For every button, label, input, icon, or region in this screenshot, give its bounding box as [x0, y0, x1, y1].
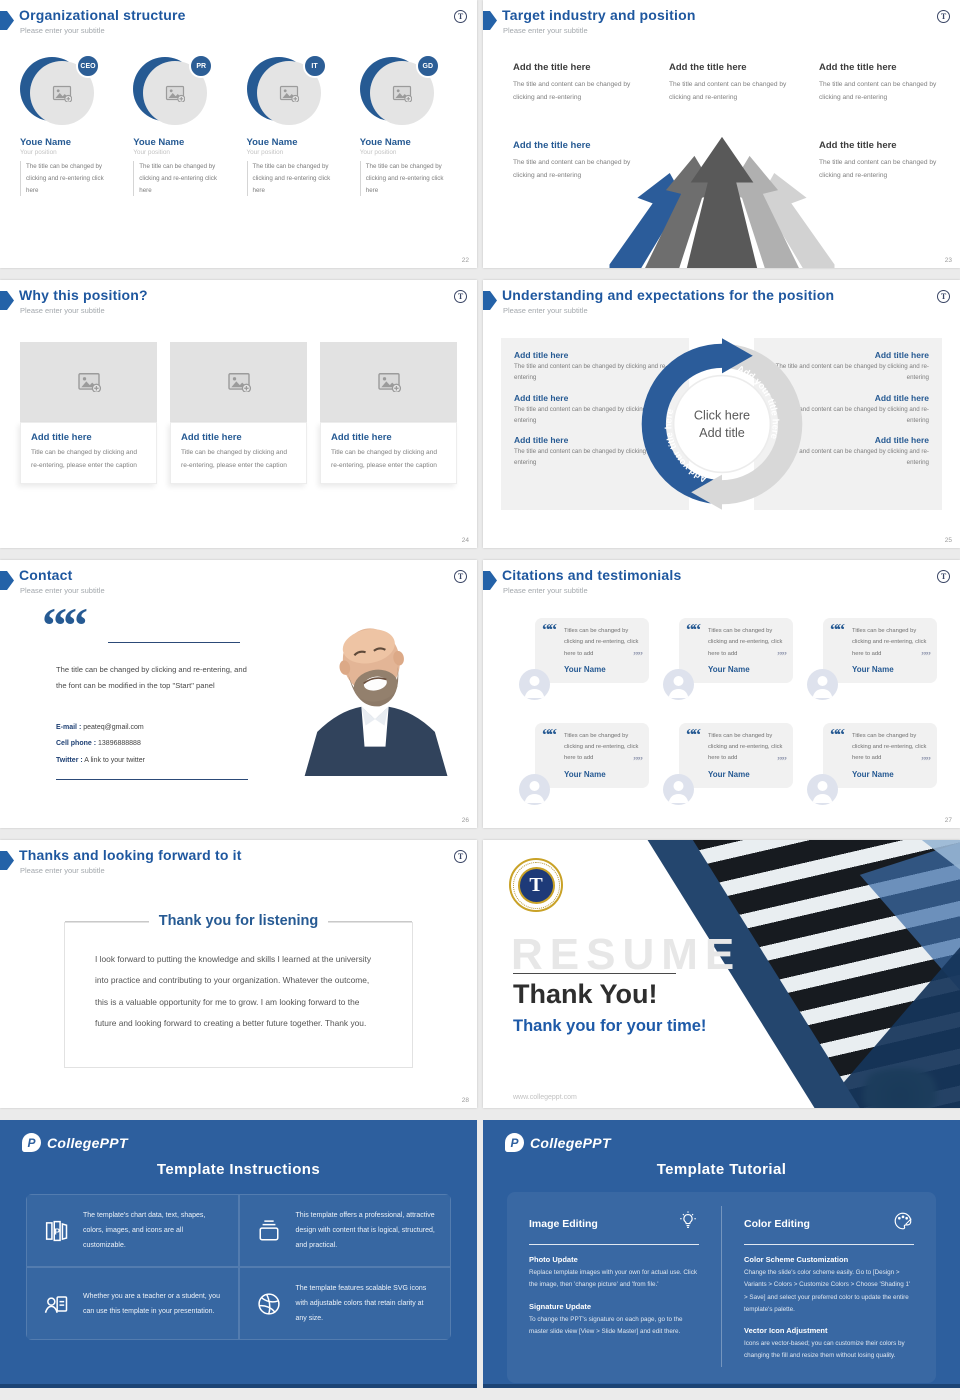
item-title: Add title here: [514, 435, 569, 446]
avatar: [663, 669, 694, 700]
converging-arrows-graphic: [609, 135, 834, 268]
template-logo-letter: T: [457, 292, 464, 301]
template-logo-letter: T: [457, 572, 464, 581]
template-logo-letter: T: [457, 12, 464, 21]
item-body: The title and content can be changed by clicking and re-entering: [514, 448, 668, 467]
person-icon: [519, 774, 550, 805]
tutorial-item: [529, 1255, 699, 1292]
template-logo-icon: [454, 290, 467, 303]
contact-phone: [56, 736, 145, 752]
member-description: The title can be changed by clicking and re-entering click here: [20, 161, 115, 196]
testimonial-name: Your Name: [852, 664, 894, 674]
template-logo-letter: T: [940, 12, 947, 21]
image-placeholder-icon: [279, 85, 299, 102]
testimonial-text: Titles can be changed by clicking and re-entering, click here to add: [564, 732, 639, 762]
instruction-text: This template offers a professional, attractive design with content that is logical, structured, and practical.: [295, 1212, 435, 1250]
target-block: [819, 140, 947, 182]
item-text: Icons are vector-based; you can customize their colors by changing the fill and resize them without losing quality.: [744, 1340, 905, 1360]
role-badge: PR: [189, 54, 213, 78]
contact-twitter: [56, 753, 145, 769]
card-caption: [170, 422, 307, 484]
member-photo-disc: [247, 54, 327, 128]
brochure-icon: [41, 1217, 71, 1245]
item-text: Replace template images with your own for actual use. Click the image, then 'change picture' and 'from file.': [529, 1269, 697, 1289]
slide-subtitle: Please enter your subtitle: [20, 306, 105, 315]
item-heading: Color Scheme Customization: [744, 1255, 849, 1264]
heading-line-right: [328, 921, 412, 922]
email-label: E-mail :: [56, 724, 82, 731]
instructions-grid: [26, 1194, 451, 1340]
card-body: Title can be changed by clicking and re-entering, please enter the caption: [31, 449, 138, 469]
testimonial-card: [535, 618, 649, 683]
title-chevron-icon: [483, 11, 497, 30]
person-icon: [519, 669, 550, 700]
cycle-diagram: [634, 336, 810, 512]
card-caption: [20, 422, 157, 484]
testimonial-text: Titles can be changed by clicking and re-entering, click here to add: [852, 732, 927, 762]
svg-text:P: P: [54, 1227, 60, 1237]
org-member: [247, 54, 350, 196]
testimonial-card: [535, 723, 649, 788]
slide-thanks: [0, 840, 477, 1108]
card-body: Title can be changed by clicking and re-entering, please enter the caption: [181, 449, 288, 469]
thanks-heading-row: [65, 913, 412, 929]
testimonial-card: [823, 723, 937, 788]
slide-title: Why this position?: [19, 287, 148, 303]
block-body: The title and content can be changed by clicking and re-entering: [819, 81, 937, 102]
testimonial-name: Your Name: [564, 664, 606, 674]
image-placeholder-icon: [377, 372, 401, 392]
instruction-text: The template features scalable SVG icons with adjustable colors that retain clarity at any size.: [295, 1285, 427, 1323]
role-badge: IT: [303, 54, 327, 78]
brand-logo-icon: P: [22, 1133, 41, 1152]
page-number: 25: [944, 537, 952, 544]
image-placeholder-icon: [52, 85, 72, 102]
contact-email: [56, 720, 145, 736]
brand-name: CollegePPT: [47, 1134, 128, 1151]
twitter-value[interactable]: A link to your twitter: [84, 756, 145, 764]
item-text: To change the PPT's signature on each page, go to the master slide view [View > Slide Master] and edit there.: [529, 1315, 683, 1335]
testimonial-card: [823, 618, 937, 683]
cycle-center-line1: Click here: [693, 408, 750, 423]
instruction-item: [239, 1267, 452, 1340]
testimonial-name: Your Name: [852, 769, 894, 779]
member-description: The title can be changed by clicking and re-entering click here: [133, 161, 228, 196]
avatar: [663, 774, 694, 805]
block-title: Add the title here: [669, 62, 747, 73]
why-card: [170, 342, 307, 484]
slide-target-industry: [483, 0, 960, 268]
template-logo-icon: [454, 570, 467, 583]
panel-template-tutorial: [483, 1120, 960, 1388]
item-body: The title and content can be changed by clicking and re-entering: [514, 363, 668, 381]
org-member: [20, 54, 123, 196]
page-number: 22: [461, 257, 469, 264]
open-quote-icon: ““: [542, 724, 555, 744]
person-icon: [807, 774, 838, 805]
arc-label-right: Add your title here: [735, 363, 781, 441]
role-badge: CEO: [76, 54, 100, 78]
dribbble-icon: [254, 1290, 284, 1318]
slide-final-thank-you: [483, 840, 960, 1108]
avatar: [519, 669, 550, 700]
member-name: Youe Name: [20, 137, 72, 148]
slide-subtitle: Please enter your subtitle: [503, 26, 588, 35]
person-icon: [663, 774, 694, 805]
phone-value: 13896888888: [98, 740, 141, 748]
tutorial-box: [507, 1192, 936, 1383]
testimonial-name: Your Name: [708, 769, 750, 779]
card-body: Title can be changed by clicking and re-entering, please enter the caption: [331, 449, 438, 469]
tutorial-item: [744, 1255, 914, 1316]
member-name: Youe Name: [246, 137, 298, 148]
card-title: Add title here: [331, 432, 392, 443]
instruction-item: [26, 1194, 239, 1267]
brand-logo: [22, 1133, 477, 1152]
item-title: Add title here: [874, 392, 929, 403]
school-seal-logo: [509, 858, 563, 912]
palette-icon: [892, 1210, 914, 1237]
slide-contact: [0, 560, 477, 828]
testimonial-grid: [535, 618, 932, 788]
thanks-body: I look forward to putting the knowledge and skills I learned at the university into practice and contributing to your organization. Whatever the outcome, this is a valuable opportunity for me to grow. I am looking forward to the future and looking forward to creating a better future together. Thank you.: [95, 954, 372, 1029]
tutorial-column-color-editing: [722, 1206, 936, 1367]
tutorial-item: [744, 1326, 914, 1363]
instruction-item: [26, 1267, 239, 1340]
slide-why-this-position: [0, 280, 477, 548]
phone-label: Cell phone :: [56, 740, 97, 748]
seal-letter: T: [520, 869, 553, 902]
title-chevron-icon: [0, 11, 14, 30]
panel-heading: Template Tutorial: [656, 1161, 787, 1178]
member-photo-disc: [360, 54, 440, 128]
tutorial-section-header: [744, 1210, 914, 1245]
title-chevron-icon: [483, 291, 497, 310]
quote-divider: [108, 642, 240, 643]
close-quote-icon: ””: [633, 650, 642, 662]
item-body: The title and content can be changed by clicking and re-entering: [775, 363, 929, 381]
section-title: Color Editing: [744, 1217, 810, 1230]
person-icon: [663, 669, 694, 700]
member-position: Your position: [246, 149, 284, 156]
template-logo-icon: [937, 290, 950, 303]
card-caption: [320, 422, 457, 484]
testimonial-text: Titles can be changed by clicking and re-entering, click here to add: [852, 628, 927, 657]
page-number: 24: [461, 537, 469, 544]
member-photo-disc: [133, 54, 213, 128]
tutorial-column-image-editing: [507, 1206, 722, 1367]
instruction-item: [239, 1194, 452, 1267]
slide-understanding-expectations: [483, 280, 960, 548]
page-number: 26: [461, 817, 469, 824]
item-heading: Vector Icon Adjustment: [744, 1326, 828, 1336]
image-placeholder-icon: [227, 372, 251, 392]
org-members: [20, 54, 463, 196]
image-placeholder-icon: [392, 85, 412, 102]
card-title: Add title here: [31, 432, 92, 443]
member-position: Your position: [133, 149, 170, 156]
testimonial-text: Titles can be changed by clicking and re-entering, click here to add: [708, 628, 783, 657]
member-position: Your position: [20, 149, 57, 156]
item-title: Add title here: [874, 350, 929, 360]
block-title: Add the title here: [513, 62, 591, 73]
item-title: Add title here: [514, 392, 569, 403]
brand-logo: [505, 1133, 960, 1152]
brand-name: CollegePPT: [530, 1134, 611, 1151]
thanks-content: [64, 913, 413, 1068]
heading-line-left: [65, 921, 149, 922]
id-card-icon: [41, 1290, 71, 1318]
target-block: [819, 62, 947, 104]
close-quote-icon: ””: [777, 650, 786, 662]
member-name: Youe Name: [133, 137, 185, 148]
slide-title: Target industry and position: [502, 7, 696, 23]
member-name: Youe Name: [359, 137, 411, 148]
testimonial-text: Titles can be changed by clicking and re-entering, click here to add: [564, 628, 639, 657]
slide-subtitle: Please enter your subtitle: [503, 306, 588, 315]
title-chevron-icon: [0, 851, 14, 870]
slide-subtitle: Please enter your subtitle: [503, 586, 588, 595]
image-placeholder: [170, 342, 307, 422]
image-placeholder-icon: [165, 85, 185, 102]
why-card: [20, 342, 157, 484]
block-body: The title and content can be changed by clicking and re-entering: [819, 159, 937, 180]
block-title: Add the title here: [819, 62, 897, 73]
open-quote-icon: ““: [830, 724, 843, 744]
close-quote-icon: ””: [921, 754, 930, 767]
page-number: 27: [944, 817, 952, 824]
template-logo-letter: T: [457, 852, 464, 861]
panel-template-instructions: [0, 1120, 477, 1388]
close-quote-icon: ””: [633, 754, 642, 767]
thanks-heading: Thank you for listening: [149, 913, 329, 929]
watermark-underline: [513, 973, 676, 974]
item-body: The title and content can be changed by clicking and re-entering: [775, 405, 929, 424]
thanks-box: [64, 913, 413, 1068]
role-badge: GD: [416, 54, 440, 78]
final-subheading: Thank you for your time!: [513, 1017, 707, 1035]
tutorial-section-header: [529, 1210, 699, 1245]
testimonial-card: [679, 618, 793, 683]
instruction-text: The template's chart data, text, shapes, colors, images, and icons are all customizable.: [83, 1212, 206, 1250]
testimonial-card: [679, 723, 793, 788]
open-quote-icon: ““: [830, 620, 843, 639]
member-description: The title can be changed by clicking and re-entering click here: [360, 161, 455, 196]
item-title: Add title here: [514, 350, 569, 360]
item-text: Change the slide's color scheme easily. Go to [Design > Variants > Colors > Customize Colors > Choose 'Shading 1' > Save] and select your preferred color to update the entire template's palette.: [744, 1269, 911, 1313]
title-chevron-icon: [483, 571, 497, 590]
slide-citations-testimonials: [483, 560, 960, 828]
avatar: [807, 774, 838, 805]
org-member: [133, 54, 236, 196]
target-block: [669, 62, 797, 104]
slide-title: Thanks and looking forward to it: [19, 847, 242, 863]
image-placeholder: [320, 342, 457, 422]
template-logo-letter: T: [940, 292, 947, 301]
block-title: Add the title here: [513, 140, 591, 151]
tutorial-item: [529, 1302, 699, 1339]
close-quote-icon: ””: [777, 754, 786, 767]
avatar: [519, 774, 550, 805]
image-placeholder: [20, 342, 157, 422]
image-placeholder-icon: [77, 372, 101, 392]
open-quote-icon: ““: [542, 620, 555, 639]
member-photo-disc: [20, 54, 100, 128]
contact-photo: [295, 608, 455, 776]
template-logo-icon: [454, 10, 467, 23]
slide-subtitle: Please enter your subtitle: [20, 866, 105, 875]
testimonial-text: Titles can be changed by clicking and re-entering, click here to add: [708, 732, 783, 762]
why-card: [320, 342, 457, 484]
slide-title: Organizational structure: [19, 7, 186, 23]
website-url[interactable]: www.collegeppt.com: [513, 1094, 577, 1101]
slide-title: Contact: [19, 567, 73, 583]
arc-label-left: Add your title here: [662, 407, 708, 485]
item-title: Add title here: [874, 435, 929, 446]
brand-logo-icon: P: [505, 1133, 524, 1152]
person-icon: [807, 669, 838, 700]
email-value[interactable]: peateq@gmail.com: [83, 724, 144, 731]
close-quote-icon: ””: [921, 650, 930, 662]
block-title: Add the title here: [819, 140, 897, 151]
template-logo-icon: [937, 570, 950, 583]
slide-organizational-structure: [0, 0, 477, 268]
slide-title: Citations and testimonials: [502, 567, 682, 583]
item-heading: Photo Update: [529, 1255, 578, 1264]
page-number: 23: [944, 257, 952, 264]
twitter-label: Twitter :: [56, 756, 83, 764]
section-title: Image Editing: [529, 1217, 598, 1230]
title-chevron-icon: [0, 571, 14, 590]
block-body: The title and content can be changed by clicking and re-entering: [513, 81, 631, 102]
item-heading: Signature Update: [529, 1301, 592, 1311]
briefcase-icon: [254, 1217, 284, 1245]
avatar: [807, 669, 838, 700]
quote-mark-icon: ““: [42, 597, 84, 653]
open-quote-icon: ““: [686, 620, 699, 639]
testimonial-name: Your Name: [708, 664, 750, 674]
cycle-center-line2: Add title: [698, 426, 745, 441]
open-quote-icon: ““: [686, 724, 699, 744]
template-logo-icon: [937, 10, 950, 23]
resume-watermark: RESUME: [511, 930, 742, 979]
item-body: The title and content can be changed by clicking and re-entering: [775, 448, 929, 467]
panel-heading: Template Instructions: [156, 1161, 321, 1178]
slide-subtitle: Please enter your subtitle: [20, 586, 105, 595]
lightbulb-icon: [677, 1210, 699, 1237]
member-position: Your position: [359, 149, 397, 156]
why-cards: [20, 342, 457, 484]
card-title: Add title here: [181, 432, 242, 443]
slide-subtitle: Please enter your subtitle: [20, 26, 105, 35]
contact-quote-text: The title can be changed by clicking and re-entering, and the font can be modified in the top "Start" panel: [56, 665, 247, 690]
template-logo-icon: [454, 850, 467, 863]
block-body: The title and content can be changed by clicking and re-entering: [669, 81, 787, 102]
testimonial-name: Your Name: [564, 769, 606, 779]
member-description: The title can be changed by clicking and re-entering click here: [247, 161, 342, 196]
contact-details: [56, 720, 145, 769]
final-heading: Thank You!: [513, 979, 658, 1009]
slide-title: Understanding and expectations for the position: [502, 287, 835, 303]
title-chevron-icon: [0, 291, 14, 310]
contact-bottom-divider: [56, 779, 248, 780]
org-member: [360, 54, 463, 196]
item-body: The title and content can be changed by clicking and re-entering: [514, 405, 668, 424]
block-body: The title and content can be changed by clicking and re-entering: [513, 159, 631, 180]
page-number: 28: [461, 1097, 469, 1104]
target-block: [513, 62, 641, 104]
template-logo-letter: T: [940, 572, 947, 581]
instruction-text: Whether you are a teacher or a student, you can use this template in your presentation.: [83, 1292, 220, 1315]
